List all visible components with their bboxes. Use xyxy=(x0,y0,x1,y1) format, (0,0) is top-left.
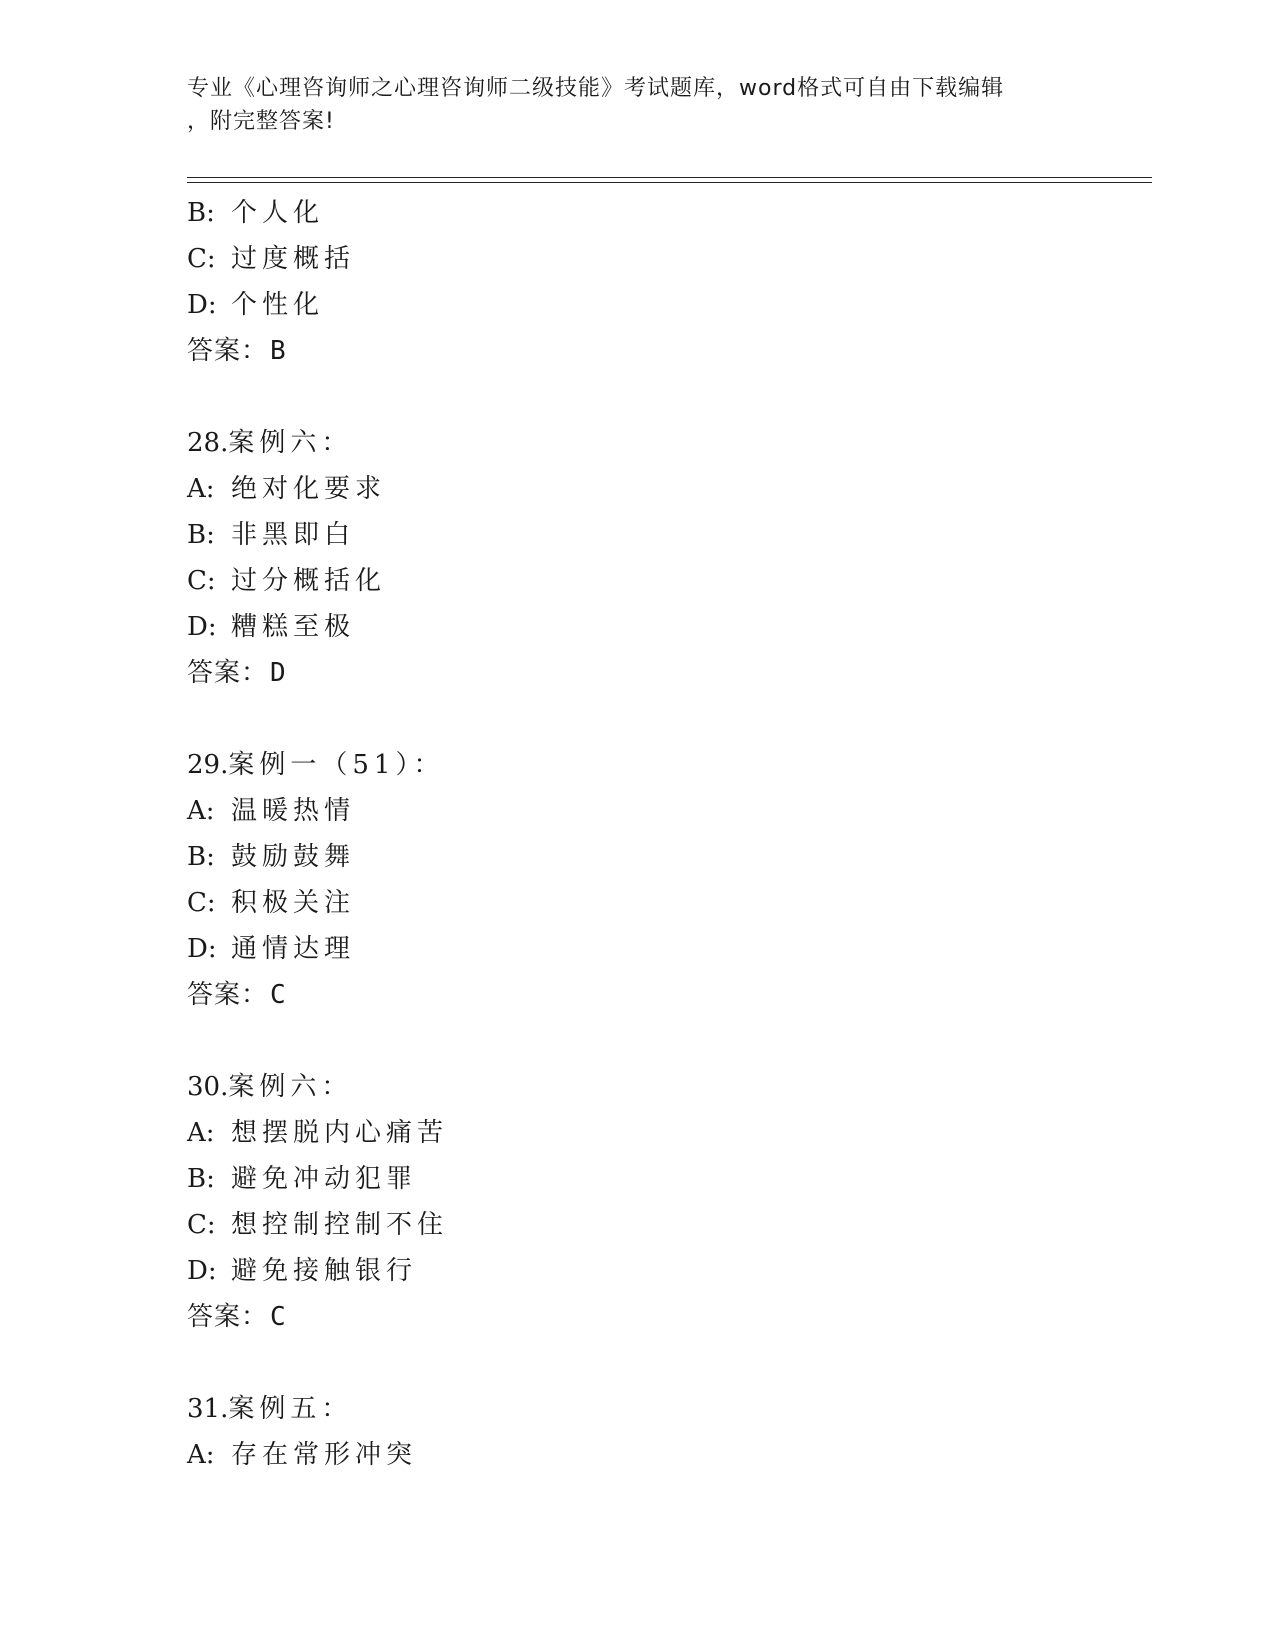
option-b xyxy=(187,1156,1147,1202)
answer-line xyxy=(187,972,1147,1018)
option-text: 避免冲动犯罪 xyxy=(231,1164,418,1194)
option-b xyxy=(187,190,1147,236)
answer-line xyxy=(187,328,1147,374)
option-text: 个性化 xyxy=(231,290,325,320)
spacer xyxy=(187,1340,1147,1386)
option-letter: C: xyxy=(187,888,216,918)
option-letter: D: xyxy=(187,290,217,320)
option-text: 温暖热情 xyxy=(231,796,356,826)
question-stem xyxy=(187,1386,1147,1432)
option-text: 过度概括 xyxy=(231,244,356,274)
option-text: 想控制控制不住 xyxy=(231,1210,449,1240)
option-letter: B: xyxy=(187,198,215,228)
option-letter: B: xyxy=(187,1164,215,1194)
option-letter: C: xyxy=(187,244,216,274)
answer-label: 答案： xyxy=(187,980,269,1010)
option-letter: A: xyxy=(187,1440,215,1470)
option-text: 过分概括化 xyxy=(231,566,387,596)
question-28 xyxy=(187,420,1147,696)
question-stem xyxy=(187,1064,1147,1110)
option-b xyxy=(187,512,1147,558)
question-27-tail xyxy=(187,190,1147,374)
document-header xyxy=(187,72,1087,138)
option-c xyxy=(187,236,1147,282)
answer-value: C xyxy=(270,980,287,1010)
spacer xyxy=(187,696,1147,742)
answer-label: 答案： xyxy=(187,658,269,688)
option-text: 绝对化要求 xyxy=(231,474,387,504)
question-stem xyxy=(187,742,1147,788)
option-d xyxy=(187,926,1147,972)
answer-value: B xyxy=(270,336,287,366)
option-letter: D: xyxy=(187,934,217,964)
question-text: 案例六： xyxy=(228,428,353,458)
option-a xyxy=(187,1110,1147,1156)
header-title-line-2: ，附完整答案! xyxy=(187,109,335,134)
spacer xyxy=(187,1018,1147,1064)
spacer xyxy=(187,374,1147,420)
option-text: 鼓励鼓舞 xyxy=(231,842,356,872)
option-letter: A: xyxy=(187,1118,215,1148)
option-text: 存在常形冲突 xyxy=(231,1440,418,1470)
option-a xyxy=(187,466,1147,512)
option-letter: A: xyxy=(187,796,215,826)
answer-value: D xyxy=(270,658,287,688)
question-stem xyxy=(187,420,1147,466)
question-number: 28. xyxy=(187,428,229,458)
question-text: 案例六： xyxy=(228,1072,353,1102)
question-29 xyxy=(187,742,1147,1018)
option-letter: C: xyxy=(187,566,216,596)
option-text: 糟糕至极 xyxy=(231,612,356,642)
option-letter: A: xyxy=(187,474,215,504)
question-list xyxy=(187,190,1147,1478)
option-letter: C: xyxy=(187,1210,216,1240)
answer-line xyxy=(187,1294,1147,1340)
option-c xyxy=(187,1202,1147,1248)
option-letter: B: xyxy=(187,842,215,872)
option-b xyxy=(187,834,1147,880)
question-number: 31. xyxy=(187,1394,229,1424)
option-text: 想摆脱内心痛苦 xyxy=(231,1118,449,1148)
question-text: 案例五： xyxy=(228,1394,353,1424)
option-letter: B: xyxy=(187,520,215,550)
option-letter: D: xyxy=(187,1256,217,1286)
answer-label: 答案： xyxy=(187,1302,269,1332)
option-text: 通情达理 xyxy=(231,934,356,964)
answer-value: C xyxy=(270,1302,287,1332)
option-letter: D: xyxy=(187,612,217,642)
option-c xyxy=(187,558,1147,604)
option-text: 非黑即白 xyxy=(231,520,356,550)
header-title-line-1: 专业《心理咨询师之心理咨询师二级技能》考试题库，word格式可自由下载编辑 xyxy=(187,76,1005,101)
option-text: 个人化 xyxy=(231,198,325,228)
option-d xyxy=(187,282,1147,328)
option-c xyxy=(187,880,1147,926)
question-text: 案例一（51）： xyxy=(228,750,445,780)
option-a xyxy=(187,1432,1147,1478)
header-divider-top xyxy=(187,177,1152,178)
option-a xyxy=(187,788,1147,834)
question-30 xyxy=(187,1064,1147,1340)
option-d xyxy=(187,1248,1147,1294)
option-d xyxy=(187,604,1147,650)
question-number: 29. xyxy=(187,750,229,780)
header-divider-bottom xyxy=(187,182,1152,183)
option-text: 积极关注 xyxy=(231,888,356,918)
option-text: 避免接触银行 xyxy=(231,1256,418,1286)
answer-line xyxy=(187,650,1147,696)
question-31 xyxy=(187,1386,1147,1478)
answer-label: 答案： xyxy=(187,336,269,366)
question-number: 30. xyxy=(187,1072,229,1102)
